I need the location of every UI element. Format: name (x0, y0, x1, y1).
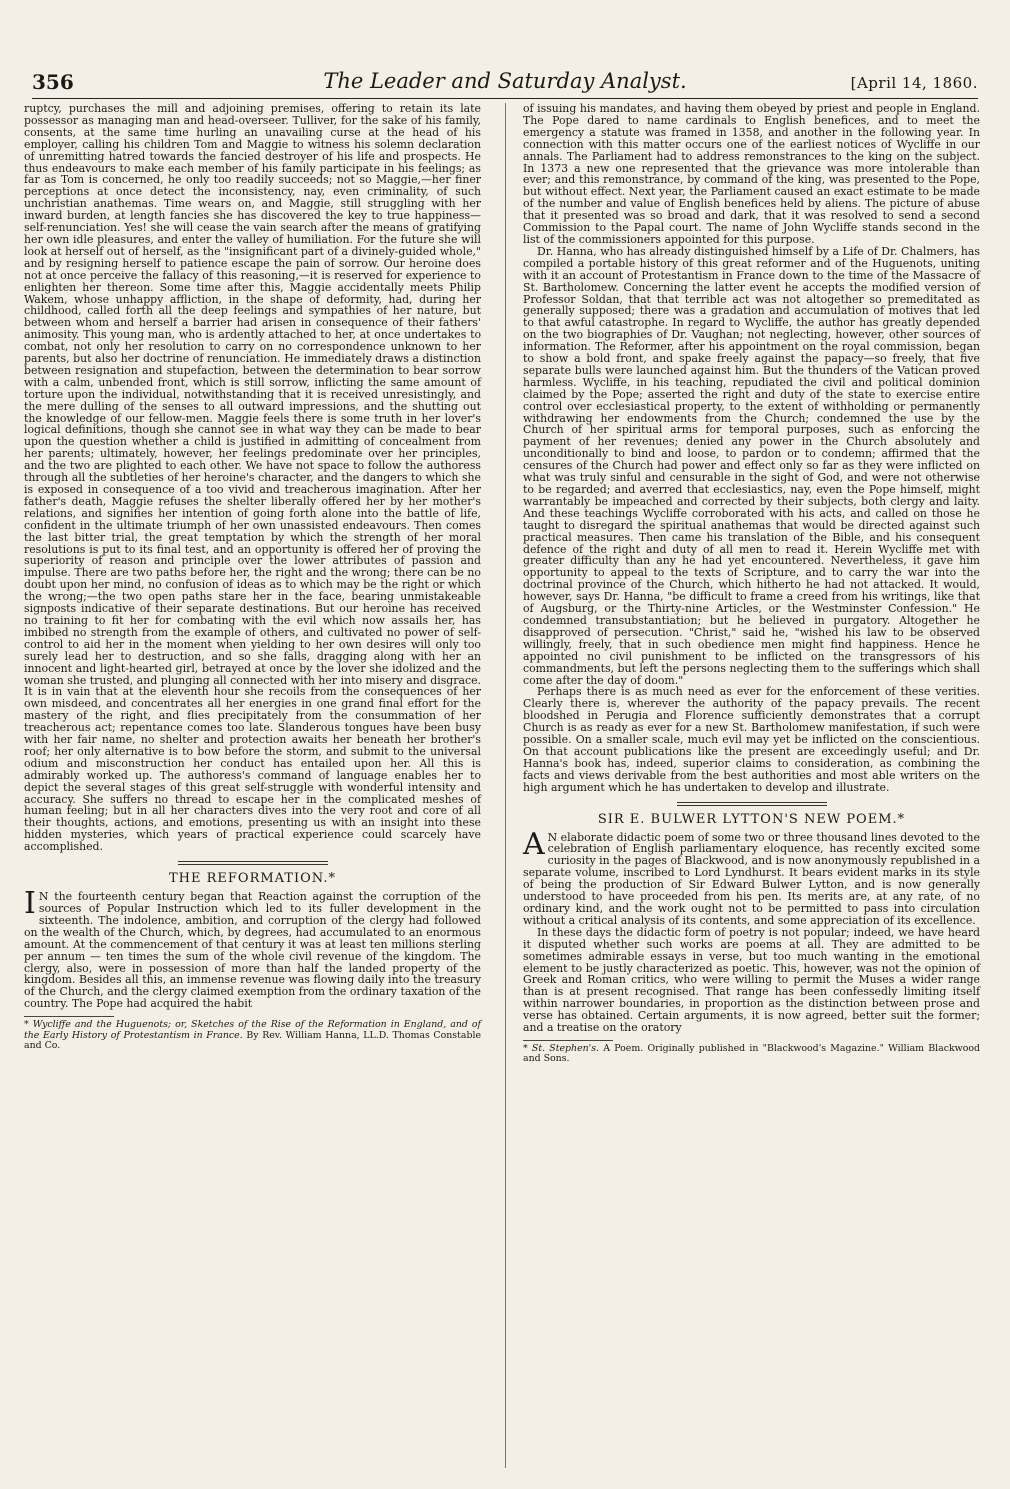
issue-date: [April 14, 1860. (850, 74, 978, 92)
drop-cap: I (24, 886, 36, 922)
reformation-paragraph (24, 886, 481, 1011)
reformation-heading: THE REFORMATION.* (168, 871, 336, 887)
bulwer-footnote (523, 1044, 980, 1065)
footnote-publisher: A Poem. Originally published in "Blackwood's Magazine." William Blackwood and Sons. (523, 1042, 980, 1065)
left-column (24, 103, 481, 1052)
section-rule (178, 861, 328, 865)
bulwer-paragraph-1 (523, 826, 980, 927)
reformation-continued-paragraph: of issuing his mandates, and having them obeyed by priest and people in England. The Pope dared to name cardinals to English benefices, and to meet the emergency a statute was framed in 1358, and another in the following year. In connection with this matter occurs one of the earliest notices of Wycliffe in our annals. The Parliament had to address remonstrances to the king on the subject. In 1373 a new one represented that the grievance was more intolerable than ever; and this remonstrance, by command of the king, was presented to the Pope, but without effect. Next year, the Parliament caused an exact estimate to be made of the number and value of English benefices held by aliens. The picture of abuse that it presented was so broad and dark, that it was resolved to send a second Commission to the Papal court. The name of John Wycliffe stands second in the list of the commissioners appointed for this purpose. (523, 102, 980, 246)
reformation-text: N the fourteenth century began that Reaction against the corruption of the sources of Popular Instruction which led to its fuller development in the sixteenth. The indolence, ambition, and corruption of the clergy had followed on the wealth of the Church, which, by degrees, had accumulated to an enormous amount. At the commencement of that century it was at least ten millions sterling per annum — ten times the sum of the whole civil revenue of the kingdom. The clergy, also, were in possession of more than half the landed property of the kingdom. Besides all this, an immense revenue was flowing daily into the treasury of the Church, and the clergy claimed exemption from the ordinary taxation of the country. The Pope had acquired the habit (24, 890, 481, 1011)
footnote-rule (523, 1040, 613, 1041)
page-number: 356 (32, 70, 74, 94)
footnote-book-title: * St. Stephen's. (523, 1042, 600, 1054)
footnote-rule (24, 1016, 114, 1017)
right-column (523, 103, 980, 1065)
mill-on-the-floss-review-paragraph: ruptcy, purchases the mill and adjoining premises, offering to retain its late possessor as managing man and head-overseer. Tulliver, for the sake of his family, consents, at the same time hurling an unavailing curse at the head of his employer, calling his children Tom and Maggie to witness his solemn declaration of unremitting hatred towards the fancied destroyer of his life and prospects. He thus endeavours to make each member of his family participate in his feelings; as far as Tom is concerned, he only too readily succeeds; not so Maggie,—her finer perceptions at once detect the inconsistency, nay, even criminality, of such unchristian anathemas. Time wears on, and Maggie, still struggling with her inward burden, at length fancies she has discovered the key to true happiness—self-renunciation. Yes! she will cease the vain search after the means of gratifying her own idle pleasures, and enter the valley of humiliation. For the future she will look at herself out of herself, as the "insignificant part of a divinely-guided whole," and by resigning herself to patience escape the pain of sorrow. Our heroine does not at once perceive the fallacy of this reasoning,—it is reserved for experience to enlighten her thereon. Some time after this, Maggie accidentally meets Philip Wakem, whose unhappy affliction, in the shape of deformity, had, during her childhood, called forth all the deep feelings and sympathies of her nature, but between whom and herself a barrier had arisen in consequence of their fathers' animosity. This young man, who is ardently attached to her, at once undertakes to combat, not only her resolution to carry on no correspondence unknown to her parents, but also her doctrine of renunciation. He immediately draws a distinction between resignation and stupefaction, between the determination to bear sorrow with a calm, unbended front, which is still sorrow, inflicting the same amount of torture upon the individual, notwithstanding that it is received unresistingly, and the mere dulling of the senses to all outward impressions, and the shutting out the knowledge of our fellow-men. Maggie feels there is some truth in her lover's logical definitions, though she cannot see in what way they can be made to bear upon the question whether a child is justified in admitting of concealment from her parents; ultimately, however, her feelings predominate over her principles, and the two are plighted to each other. We have not space to follow the authoress through all the subtleties of her heroine's character, and the dangers to which she is exposed in consequence of a too vivid and treacherous imagination. After her father's death, Maggie refuses the shelter liberally offered her by her mother's relations, and signifies her intention of going forth alone into the battle of life, confident in the ultimate triumph of her own unassisted endeavours. Then comes the last bitter trial, the great temptation by which the strength of her moral resolutions is put to its final test, and an opportunity is offered her of proving the superiority of reason and principle over the lower attributes of passion and impulse. There are two paths before her, the right and the wrong; there can be no doubt upon her mind, no confusion of ideas as to which may be the right or which the wrong;—the two open paths stare her in the face, bearing unmistakeable signposts indicative of their separate destinations. But our heroine has received no training to fit her for combating with the evil which now assails her, has imbibed no strength from the example of others, and cultivated no power of self-control to aid her in the moment when yielding to her own desires will only too surely lead her to destruction, and so she falls, dragging along with her an innocent and light-hearted girl, betrayed at once by the lover she idolized and the woman she trusted, and plunging all connected with her into misery and disgrace. It is in vain that at the eleventh hour she recoils from the consequences of her own misdeed, and concentrates all her energies in one grand final effort for the mastery of the right, and flies precipitately from the consummation of her treacherous act; repentance comes too late. Slanderous tongues have been busy with her fair name, no shelter and protection awaits her beneath her brother's roof; her only alternative is to bow before the storm, and submit to the universal odium and misconstruction her conduct has entailed upon her. All this is admirably worked up. The authoress's command of language enables her to depict the several stages of this great self-struggle with wonderful intensity and accuracy. She suffers no thread to escape her in the complicated meshes of human feeling; but in all her characters dives into the very root and core of all their thoughts, actions, and emotions, presenting us with an insight into these hidden mysteries, which years of practical experience could scarcely have accomplished. (24, 102, 481, 854)
bulwer-lytton-heading: SIR E. BULWER LYTTON'S NEW POEM.* (597, 811, 906, 827)
footnote-book-title: * Wycliffe and the Huguenots; or, Sketches of the Rise of the Reformation in England, and of the Early History of Protestantism in France. (24, 1019, 481, 1041)
section-rule (677, 802, 827, 806)
bulwer-text-1: N elaborate didactic poem of some two or three thousand lines devoted to the celebration of English parliamentary eloquence, has recently excited some curiosity in the pages of Blackwood, and is now anonymously republished in a separate volume, inscribed to Lord Lyndhurst. It bears evident marks in its style of being the production of Sir Edward Bulwer Lytton, and is now generally understood to have proceeded from his pen. Its merits are, at any rate, of no ordinary kind, and the work ought not to be permitted to pass into circulation without a critical analysis of its contents, and some appreciation of its excellence. (523, 830, 980, 927)
column-divider (505, 103, 506, 1468)
footnote-publisher: By Rev. William Hanna, LL.D. Thomas Constable and Co. (24, 1029, 482, 1052)
bulwer-paragraph-2: In these days the didactic form of poetry is not popular; indeed, we have heard it disputed whether such works are poems at all. They are admitted to be sometimes admirable essays in verse, but too much wanting in the emotional element to be justly characterized as poetic. This, however, was not the opinion of Greek and Roman critics, who were willing to permit the Muses a wider range than is at present recognised. That range has been confessedly limiting itself within narrower boundaries, in proportion as the distinction between prose and verse has obtained. Certain arguments, it is now agreed, better suit the former; and a treatise on the oratory (523, 925, 980, 1035)
perhaps-paragraph: Perhaps there is as much need as ever for the enforcement of these verities. Clearly there is, wherever the authority of the papacy prevails. The recent bloodshed in Perugia and Florence sufficiently demonstrates that a corrupt Church is as ready as ever for a new St. Bartholomew manifestation, if such were possible. On a smaller scale, much evil may yet be inflicted on the conscientious. On that account publications like the present are exceedingly useful; and Dr. Hanna's book has, indeed, superior claims to consideration, as combining the facts and views derivable from the best authorities and most able writers on the high argument which he has undertaken to develop and illustrate. (523, 685, 980, 794)
publication-title: The Leader and Saturday Analyst. (323, 69, 687, 93)
reformation-footnote (24, 1020, 481, 1052)
page-header (32, 58, 978, 99)
drop-cap: A (523, 826, 545, 862)
hanna-paragraph: Dr. Hanna, who has already distinguished himself by a Life of Dr. Chalmers, has compiled a portable history of this great reformer and of the Huguenots, uniting with it an account of Protestantism in France down to the time of the Massacre of St. Bartholomew. Concerning the latter event he accepts the modified version of Professor Soldan, that that terrible act was not altogether so premeditated as generally supposed; there was a gradation and accumulation of motives that led to that awful catastrophe. In regard to Wycliffe, the author has greatly depended on the two biographies of Dr. Vaughan; not neglecting, however, other sources of information. The Reformer, after his appointment on the royal commission, began to show a bold front, and spake freely against the papacy—so freely, that five separate bulls were launched against him. But the thunders of the Vatican proved harmless. Wycliffe, in his teaching, repudiated the civil and political dominion claimed by the Pope; asserted the right and duty of the state to exercise entire control over ecclesiastical property, to the extent of withholding or permanently withdrawing her endowments from the Church; condemned the use by the Church of her spiritual arms for temporal purposes, such as enforcing the payment of her revenues; denied any power in the Church absolutely and unconditionally to bind and loose, to pardon or to condemn; affirmed that the censures of the Church had power and effect only so far as they were inflicted on what was truly sinful and censurable in the sight of God, and were not otherwise to be regarded; and averred that ecclesiastics, nay, even the Pope himself, might warrantably be impeached and corrected by their subjects, both clergy and laity. And these teachings Wycliffe corroborated with his acts, and called on those he taught to disregard the spiritual anathemas that would be directed against such practical measures. Then came his translation of the Bible, and his consequent defence of the right and duty of all men to read it. Herein Wycliffe met with greater difficulty than any he had yet encountered. Nevertheless, it gave him opportunity to appeal to the texts of Scripture, and to carry the war into the doctrinal province of the Church, which hitherto he had not attacked. It would, however, says Dr. Hanna, "be difficult to frame a creed from his writings, like that of Augsburg, or the Thirty-nine Articles, or the Westminster Confession." He condemned transubstantiation; but he believed in purgatory. Altogether he disapproved of persecution. "Christ," said he, "wished his law to be observed willingly, freely, that in such obedience men might find happiness. Hence he appointed no civil punishment to be inflicted on the transgressors of his commandments, but left the persons neglecting them to the sufferings which shall come after the day of doom." (523, 244, 980, 687)
